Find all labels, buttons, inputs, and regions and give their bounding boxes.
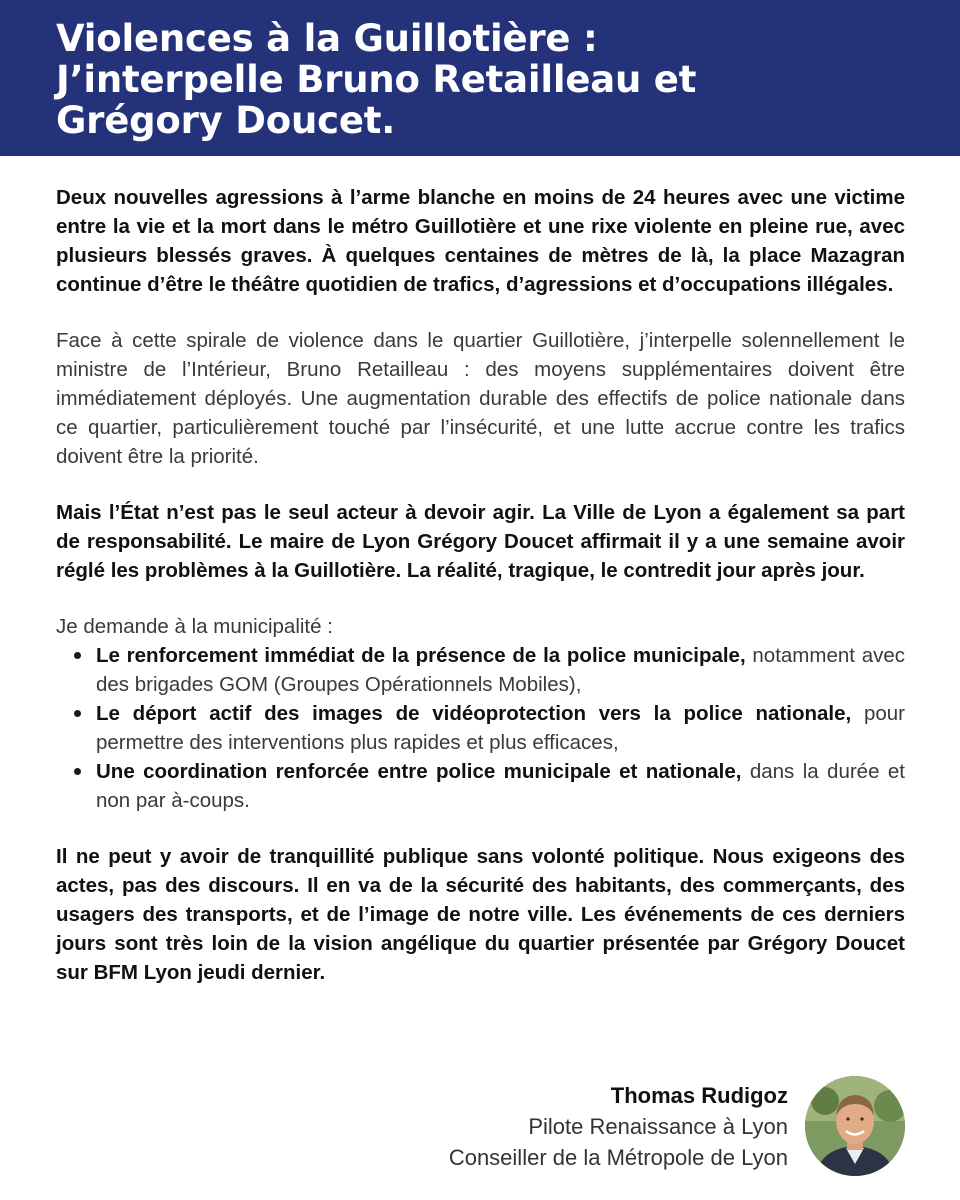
demand-list bbox=[56, 641, 905, 815]
demand-bold: Une coordination renforcée entre police municipale et nationale, bbox=[96, 760, 742, 783]
paragraph-4: Il ne peut y avoir de tranquillité publique sans volonté politique. Nous exigeons des actes, pas des discours. Il en va de la sécurité des habitants, des commerçants, des usagers des transports, et de l’image de notre ville. Les événements de ces derniers jours sont très loin de la vision angélique du quartier présentée par Grégory Doucet sur BFM Lyon jeudi dernier. bbox=[56, 845, 905, 984]
signature-block bbox=[449, 1080, 788, 1173]
paragraph-2: Face à cette spirale de violence dans le quartier Guillotière, j’interpelle solennellement le ministre de l’Intérieur, Bruno Retailleau : des moyens supplémentaires doivent être immédiatement déployés. Une augmentation durable des effectifs de police nationale dans ce quartier, particulièrement touché par l’insécurité, et une lutte accrue contre les trafics doivent être la priorité. bbox=[56, 329, 905, 468]
list-item bbox=[96, 757, 905, 815]
signatory-role-2: Conseiller de la Métropole de Lyon bbox=[448, 1145, 788, 1170]
signatory-name: Thomas Rudigoz bbox=[610, 1083, 788, 1108]
signatory-role-1: Pilote Renaissance à Lyon bbox=[528, 1114, 788, 1139]
demand-bold: Le renforcement immédiat de la présence de la police municipale, bbox=[96, 644, 746, 667]
list-item bbox=[96, 641, 905, 699]
demand-rest: dans la durée et non par à-coups. bbox=[96, 760, 905, 812]
demand-rest: notamment avec des brigades GOM (Groupes Opérationnels Mobiles), bbox=[96, 644, 906, 696]
title-line-3: Grégory Doucet. bbox=[56, 99, 396, 142]
portrait-photo bbox=[805, 1076, 905, 1176]
demand-rest: pour permettre des interventions plus rapides et plus efficaces, bbox=[96, 702, 905, 754]
title-line-2: J’interpelle Bruno Retailleau et bbox=[56, 58, 697, 101]
paragraph-3: Mais l’État n’est pas le seul acteur à devoir agir. La Ville de Lyon a également sa part de responsabilité. Le maire de Lyon Grégory Doucet affirmait il y a une semaine avoir réglé les problèmes à la Guillotière. La réalité, tragique, le contredit jour après jour. bbox=[56, 501, 905, 582]
avatar bbox=[805, 1076, 905, 1176]
list-item bbox=[96, 699, 905, 757]
demand-intro: Je demande à la municipalité : bbox=[56, 615, 333, 638]
header-banner bbox=[0, 0, 960, 156]
title-line-1: Violences à la Guillotière : bbox=[56, 17, 598, 60]
demand-bold: Le déport actif des images de vidéoprotection vers la police nationale, bbox=[96, 702, 852, 725]
paragraph-1: Deux nouvelles agressions à l’arme blanche en moins de 24 heures avec une victime entre la vie et la mort dans le métro Guillotière et une rixe violente en pleine rue, avec plusieurs blessés graves. À quelques centaines de mètres de là, la place Mazagran continue d’être le théâtre quotidien de trafics, d’agressions et d’occupations illégales. bbox=[56, 186, 905, 296]
statement-body bbox=[56, 183, 905, 1014]
page-title bbox=[56, 18, 920, 141]
